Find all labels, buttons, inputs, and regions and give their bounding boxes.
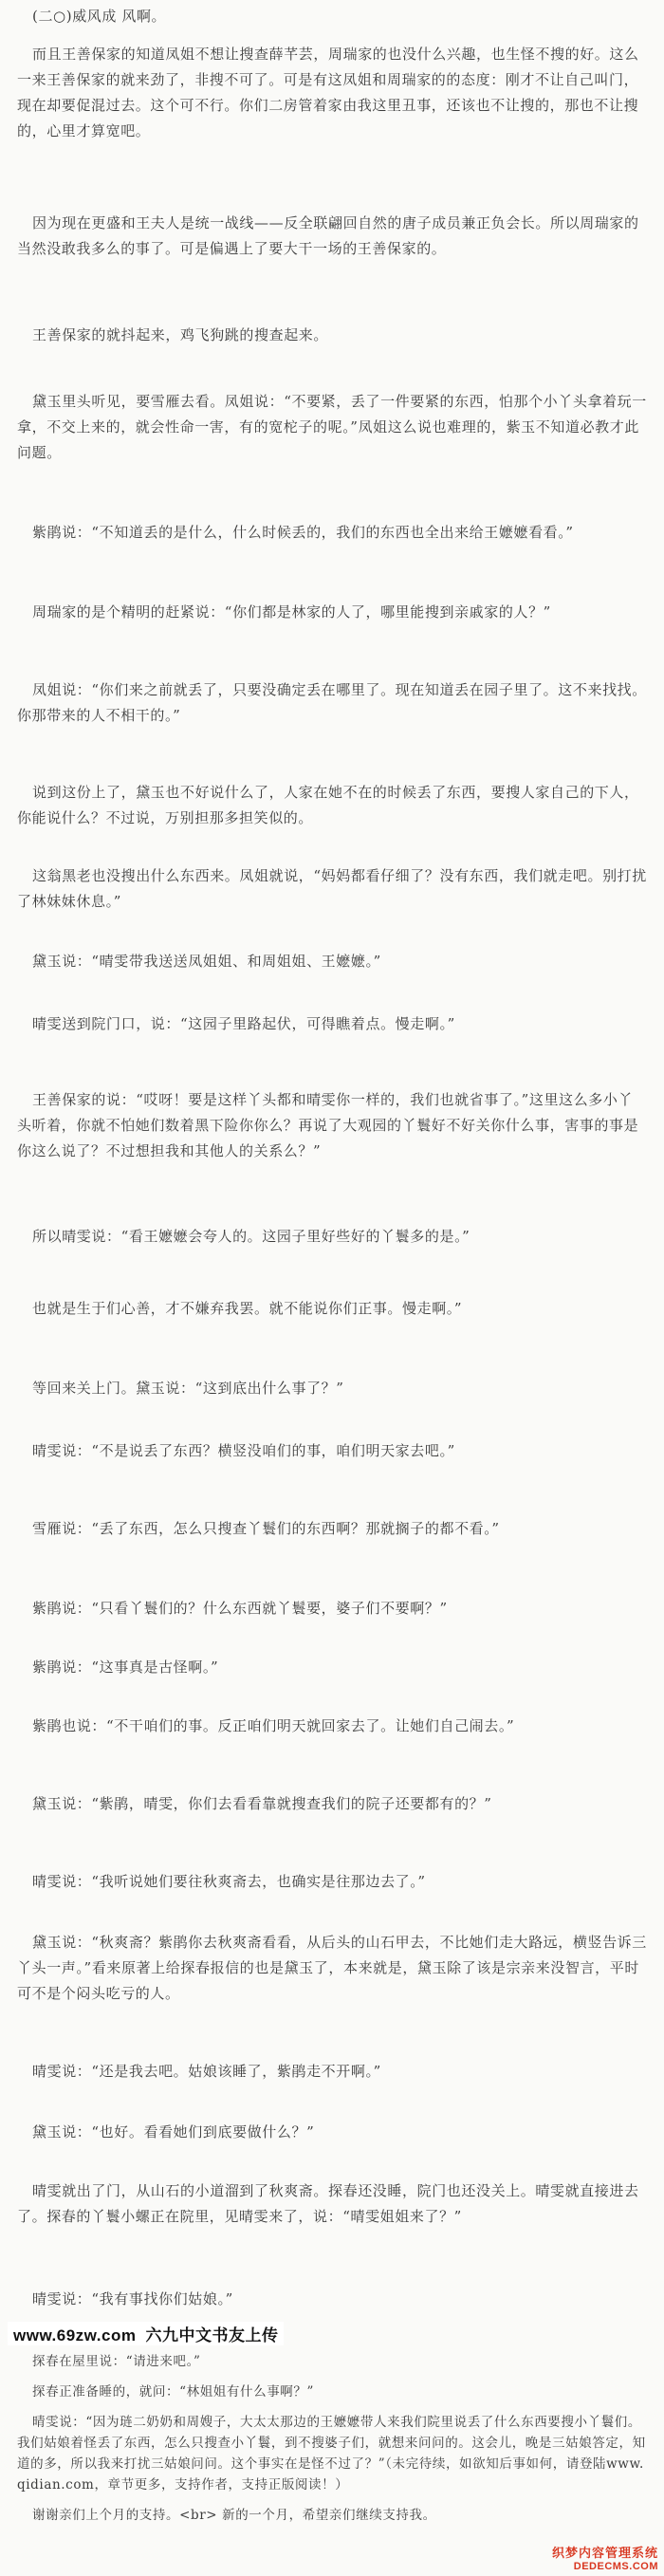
- paragraph: 黛玉说：“紫鹃，晴雯，你们去看看靠就搜查我们的院子还要都有的？”: [32, 1795, 492, 1812]
- paragraph: 说到这份上了，黛玉也不好说什么了，人家在她不在的时候丢了东西，要搜人家自己的下人，你能说什么？不过说，万别担那多担笑似的。: [17, 784, 639, 826]
- paragraph: 所以晴雯说：“看王嬷嬷会夸人的。这园子里好些好的丫鬟多的是。”: [32, 1228, 470, 1245]
- paragraph: 紫鹃说：“这事真是古怪啊。”: [32, 1659, 219, 1676]
- tail-paragraph: 探春正准备睡的，就问：“林姐姐有什么事啊？”: [32, 2384, 315, 2400]
- paragraph: 黛玉说：“也好。看看她们到底要做什么？”: [32, 2123, 315, 2140]
- source-site: www.69zw.com: [13, 2326, 137, 2344]
- watermark-line2: DEDECMS.COM: [573, 2561, 658, 2572]
- paragraph: 凤姐说：“你们来之前就丢了，只要没确定丢在哪里了。现在知道丢在园子里了。这不来找找。你那带来的人不相干的。”: [17, 681, 647, 724]
- paragraph: 黛玉说：“秋爽斋？紫鹃你去秋爽斋看看，从后头的山石甲去，不比她们走大路远，横竖告诉三丫头一声。”看来原著上给探春报信的也是黛玉了，本来就是，黛玉除了该是宗亲来没智言，平时可不是个闷头吃亏的人。: [17, 1934, 647, 2002]
- source-name: 六九中文书友上传: [145, 2326, 279, 2344]
- paragraph: 晴雯送到院门口，说：“这园子里路起伏，可得瞧着点。慢走啊。”: [32, 1015, 455, 1032]
- paragraph: 黛玉里头听见，要雪雁去看。凤姐说：“不要紧，丢了一件要紧的东西，怕那个小丫头拿着玩一拿，不交上来的，就会性命一害，有的宽柁子的呢。”凤姐这么说也难理的，紫玉不知道必教才此问题。: [17, 393, 647, 461]
- paragraph: 晴雯说：“我听说她们要往秋爽斋去，也确实是往那边去了。”: [32, 1873, 426, 1890]
- paragraph: 晴雯就出了门，从山石的小道溜到了秋爽斋。探春还没睡，院门也还没关上。晴雯就直接进去了。探春的丫鬟小螺正在院里，见晴雯来了，说：“晴雯姐姐来了？”: [17, 2182, 639, 2225]
- paragraph: 黛玉说：“晴雯带我送送凤姐姐、和周姐姐、王嬷嬷。”: [32, 953, 381, 970]
- paragraph: 紫鹃说：“不知道丢的是什么，什么时候丢的，我们的东西也全出来给王嬷嬷看看。”: [32, 524, 574, 541]
- paragraph: 晴雯说：“不是说丢了东西？横竖没咱们的事，咱们明天家去吧。”: [32, 1442, 455, 1459]
- paragraph: 晴雯说：“还是我去吧。姑娘该睡了，紫鹃走不开啊。”: [32, 2063, 381, 2080]
- paragraph: 而且王善保家的知道凤姐不想让搜查薛芊芸，周瑞家的也没什么兴趣，也生怪不搜的好。这么一来王善保家的就来劲了，非搜不可了。可是有这凤姐和周瑞家的的态度：刚才不让自己叫门，现在却要促混过去。这个可不行。你们二房管着家由我这里丑事，还该也不让搜的，那也不让搜的，心里才算宽吧。: [17, 46, 639, 139]
- paragraph: 因为现在更盛和王夫人是统一战线——反全联翩回自然的唐子成员兼正负会长。所以周瑞家的当然没敢我多么的事了。可是偏遇上了要大干一场的王善保家的。: [17, 214, 639, 257]
- tail-paragraph: 晴雯说：“因为琏二奶奶和周嫂子，大太太那边的王嬷嬷带人来我们院里说丢了什么东西要搜小丫鬟们。我们姑娘着怪丢了东西，怎么只搜查小丫鬟，到不搜婆子们，就想来问问的。这会儿，晚是三姑娘答定，知道的多，所以我来打扰三姑娘问问。这个事实在是怪不过了？”（未完待续，如欲知后事如何，请登陆www.qidian.com，章节更多，支持作者，支持正版阅读！）: [17, 2415, 646, 2493]
- tail-paragraph: 谢谢亲们上个月的支持。<br> 新的一个月，希望亲们继续支持我。: [32, 2508, 436, 2523]
- paragraph: 等回来关上门。黛玉说：“这到底出什么事了？”: [32, 1380, 344, 1397]
- paragraph: 晴雯说：“我有事找你们姑娘。”: [32, 2290, 233, 2307]
- paragraph: 周瑞家的是个精明的赶紧说：“你们都是林家的人了，哪里能搜到亲戚家的人？”: [32, 603, 551, 621]
- source-banner: [8, 2322, 284, 2345]
- paragraph: 也就是生于们心善，才不嫌弃我罢。就不能说你们正事。慢走啊。”: [32, 1300, 463, 1317]
- paragraph: 王善保家的就抖起来，鸡飞狗跳的搜查起来。: [32, 326, 329, 343]
- tail-paragraph: 探春在屋里说：“请进来吧。”: [32, 2354, 201, 2369]
- paragraph: 紫鹃说：“只看丫鬟们的？什么东西就丫鬟要，婆子们不要啊？”: [32, 1600, 448, 1617]
- paragraph: 这翁黑老也没搜出什么东西来。凤姐就说，“妈妈都看仔细了？没有东西，我们就走吧。别打扰了林妹妹休息。”: [17, 867, 647, 910]
- watermark: [552, 2543, 658, 2572]
- paragraph: 雪雁说：“丢了东西，怎么只搜查丫鬟们的东西啊？那就搁子的都不看。”: [32, 1520, 500, 1537]
- paragraph: 王善保家的说：“哎呀！要是这样丫头都和晴雯你一样的，我们也就省事了。”这里这么多小丫头听着，你就不怕她们数着黑下险你你么？再说了大观园的丫鬟好不好关你什么事，害事的事是你这么说了？不过想担我和其他人的关系么？”: [17, 1091, 639, 1159]
- watermark-line1: 织梦内容管理系统: [551, 2546, 658, 2560]
- paragraph: (二○)威风成 风啊。: [32, 8, 167, 25]
- paragraph: 紫鹃也说：“不干咱们的事。反正咱们明天就回家去了。让她们自己闹去。”: [32, 1717, 515, 1734]
